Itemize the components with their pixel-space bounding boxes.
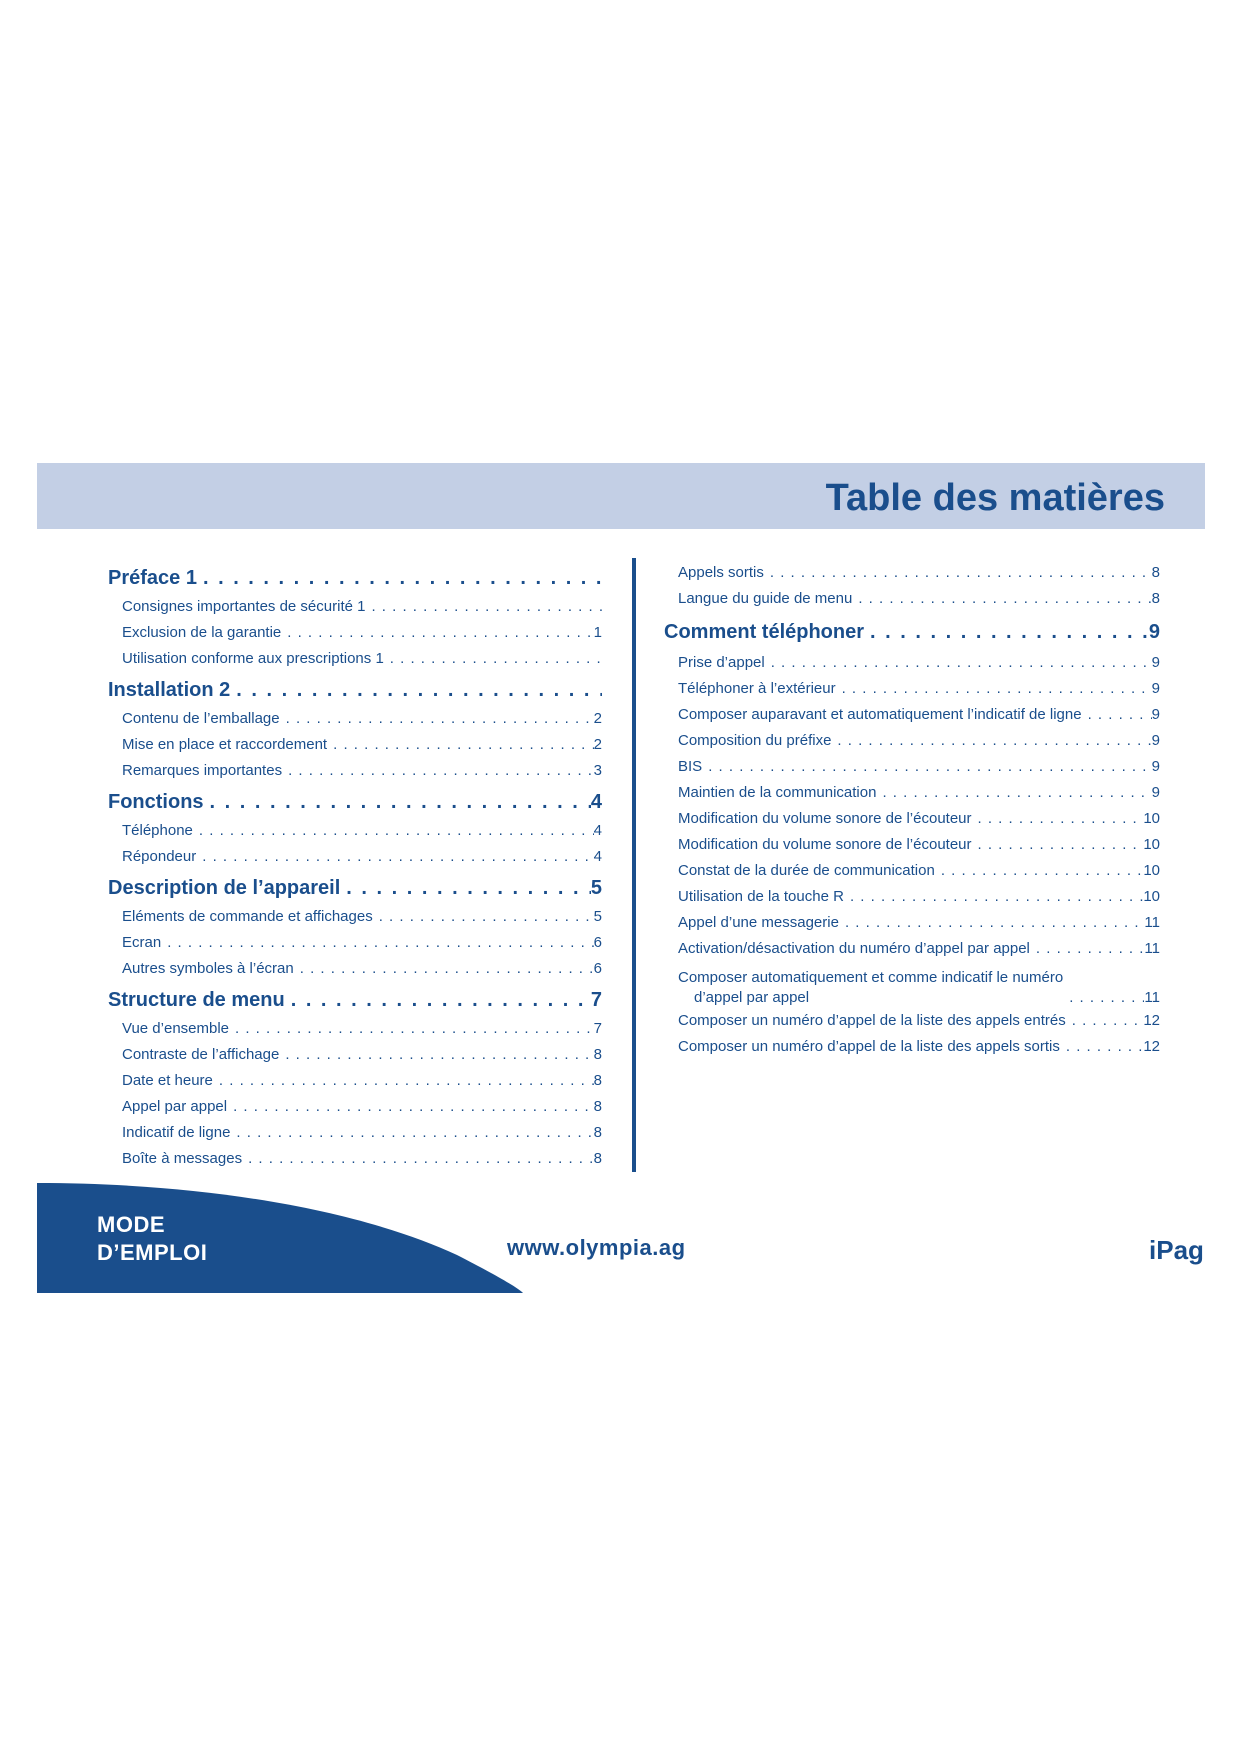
toc-page-number: 3	[593, 762, 602, 779]
toc-page-number: 2	[593, 710, 602, 727]
toc-entry-title: Téléphoner à l’extérieur	[678, 680, 836, 697]
mode-line-1: MODE	[97, 1212, 165, 1237]
toc-section-entry	[108, 872, 602, 904]
toc-entry-title-line2: d’appel par appel	[694, 989, 810, 1006]
toc-page-number: 11	[1144, 914, 1160, 931]
toc-page-number: 4	[590, 791, 602, 813]
toc-subentry	[108, 1120, 602, 1146]
toc-leader-dots	[844, 884, 1143, 910]
toc-entry-title: Langue du guide de menu	[678, 590, 853, 607]
toc-subentry	[664, 586, 1160, 612]
toc-leader-dots	[281, 620, 593, 646]
toc-subentry	[664, 780, 1160, 806]
toc-subentry	[108, 1146, 602, 1172]
toc-entry-title: Boîte à messages	[122, 1150, 243, 1167]
toc-subentry	[108, 956, 602, 982]
toc-leader-dots	[230, 1120, 593, 1146]
toc-leader-dots	[327, 732, 594, 758]
toc-subentry	[108, 620, 602, 646]
toc-page-number: 8	[593, 1072, 602, 1089]
header-band	[37, 463, 1205, 529]
toc-subentry	[664, 1034, 1160, 1060]
toc-subentry	[108, 706, 602, 732]
toc-entry-title: Exclusion de la garantie	[122, 624, 282, 641]
toc-leader-dots	[204, 786, 591, 818]
toc-subentry	[664, 936, 1160, 962]
mode-line-2: D’EMPLOI	[97, 1240, 208, 1265]
toc-page-number: 12	[1143, 1012, 1160, 1029]
toc-entry-title-line1: Composer automatiquement et comme indicatif le numéro	[678, 969, 1064, 986]
toc-leader-dots	[764, 560, 1152, 586]
toc-entry-title: Appels sortis	[678, 564, 764, 581]
toc-entry-title: Téléphone	[122, 822, 193, 839]
toc-entry-title	[678, 968, 1063, 1008]
toc-entry-title: Constat de la durée de communication	[678, 862, 935, 879]
toc-section-entry	[664, 616, 1160, 648]
toc-subentry	[664, 832, 1160, 858]
toc-entry-title: Composition du préfixe	[678, 732, 832, 749]
toc-leader-dots	[1063, 988, 1144, 1008]
toc-section-entry	[108, 786, 602, 818]
toc-subentry	[664, 650, 1160, 676]
toc-entry-title: Contenu de l’emballage	[122, 710, 280, 727]
toc-leader-dots	[294, 956, 594, 982]
toc-page-number: 11	[1144, 989, 1160, 1006]
toc-entry-title: Consignes importantes de sécurité 1	[122, 598, 366, 615]
website-url: www.olympia.ag	[507, 1235, 686, 1260]
toc-page-number: 7	[593, 1020, 602, 1037]
toc-entry-title: Maintien de la communication	[678, 784, 877, 801]
toc-page-number: 1	[593, 624, 602, 641]
toc-page-number: 8	[593, 1150, 602, 1167]
toc-page-number: 8	[593, 1098, 602, 1115]
toc-right-column	[664, 560, 1160, 1060]
toc-page-number: 8	[593, 1046, 602, 1063]
toc-leader-dots	[213, 1068, 594, 1094]
toc-leader-dots	[1066, 1008, 1144, 1034]
footer	[37, 1183, 1205, 1295]
toc-entry-title: Préface 1	[108, 567, 197, 589]
toc-subentry	[664, 728, 1160, 754]
toc-entry-title: Remarques importantes	[122, 762, 283, 779]
toc-page-number: 7	[590, 989, 602, 1011]
toc-subentry	[664, 560, 1160, 586]
toc-page-number: 9	[1151, 680, 1160, 697]
toc-entry-title: Composer un numéro d’appel de la liste des appels entrés	[678, 1012, 1066, 1029]
toc-subentry	[664, 676, 1160, 702]
toc-leader-dots	[196, 844, 593, 870]
toc-left-column	[108, 560, 602, 1172]
toc-page-number: 10	[1143, 888, 1160, 905]
toc-page-number: 9	[1148, 621, 1160, 643]
toc-page-number: 4	[593, 848, 602, 865]
toc-page-number: 2	[593, 736, 602, 753]
toc-leader-dots	[765, 650, 1152, 676]
toc-leader-dots	[193, 818, 594, 844]
toc-leader-dots	[227, 1094, 594, 1120]
toc-leader-dots	[1060, 1034, 1143, 1060]
column-divider	[632, 558, 636, 1172]
toc-page-number: 5	[590, 877, 602, 899]
toc-page-number: 10	[1143, 836, 1160, 853]
toc-entry-title: Appel d’une messagerie	[678, 914, 839, 931]
toc-page-number: 8	[1151, 564, 1160, 581]
toc-entry-title: Date et heure	[122, 1072, 213, 1089]
toc-subentry	[664, 884, 1160, 910]
toc-subentry	[664, 806, 1160, 832]
toc-subentry	[108, 732, 602, 758]
toc-page-number: 10	[1143, 862, 1160, 879]
toc-leader-dots	[1082, 702, 1152, 728]
toc-leader-dots	[935, 858, 1143, 884]
toc-entry-title: Ecran	[122, 934, 162, 951]
toc-leader-dots	[242, 1146, 594, 1172]
toc-page-number: 8	[1151, 590, 1160, 607]
toc-leader-dots	[972, 806, 1144, 832]
toc-entry-title: Vue d’ensemble	[122, 1020, 230, 1037]
toc-page-number: 6	[593, 960, 602, 977]
toc-entry-title: Eléments de commande et affichages	[122, 908, 373, 925]
page-title: Table des matières	[825, 477, 1165, 519]
toc-subentry	[664, 962, 1160, 1008]
toc-page-number: 10	[1143, 810, 1160, 827]
toc-leader-dots	[373, 904, 594, 930]
toc-entry-title: Autres symboles à l’écran	[122, 960, 294, 977]
product-brand: iPag	[1149, 1235, 1204, 1265]
toc-section-entry	[108, 674, 602, 706]
toc-entry-title: BIS	[678, 758, 703, 775]
toc-page-number: 11	[1144, 940, 1160, 957]
toc-subentry	[664, 702, 1160, 728]
toc-leader-dots	[197, 562, 602, 594]
toc-page-number: 9	[1151, 706, 1160, 723]
toc-page-number: 9	[1151, 732, 1160, 749]
toc-subentry	[664, 858, 1160, 884]
toc-leader-dots	[230, 674, 602, 706]
toc-page-number: 9	[1151, 784, 1160, 801]
toc-leader-dots	[972, 832, 1144, 858]
toc-leader-dots	[365, 594, 602, 620]
toc-page-number: 6	[593, 934, 602, 951]
toc-page-number: 9	[1151, 654, 1160, 671]
toc-entry-title: Utilisation conforme aux prescriptions 1	[122, 650, 384, 667]
toc-entry-title: Indicatif de ligne	[122, 1124, 231, 1141]
toc-subentry	[664, 1008, 1160, 1034]
toc-entry-title: Structure de menu	[108, 989, 285, 1011]
toc-entry-title: Composer auparavant et automatiquement l’indicatif de ligne	[678, 706, 1082, 723]
toc-subentry	[108, 844, 602, 870]
toc-leader-dots	[702, 754, 1151, 780]
toc-page-number: 5	[593, 908, 602, 925]
toc-leader-dots	[836, 676, 1152, 702]
toc-entry-title: Appel par appel	[122, 1098, 228, 1115]
toc-entry-title: Modification du volume sonore de l’écouteur	[678, 810, 972, 827]
mode-demploi-label	[97, 1211, 207, 1267]
toc-subentry	[664, 910, 1160, 936]
toc-leader-dots	[864, 616, 1149, 648]
toc-entry-title: Installation 2	[108, 679, 231, 701]
toc-subentry	[108, 1042, 602, 1068]
toc-leader-dots	[1030, 936, 1145, 962]
toc-subentry	[108, 818, 602, 844]
toc-subentry	[108, 904, 602, 930]
toc-leader-dots	[384, 646, 602, 672]
toc-entry-title: Modification du volume sonore de l’écouteur	[678, 836, 972, 853]
toc-entry-title: Utilisation de la touche R	[678, 888, 844, 905]
toc-page-number: 4	[593, 822, 602, 839]
toc-leader-dots	[340, 872, 591, 904]
toc-subentry	[664, 754, 1160, 780]
toc-subentry	[108, 1068, 602, 1094]
toc-leader-dots	[161, 930, 593, 956]
toc-leader-dots	[285, 984, 591, 1016]
toc-entry-title: Contraste de l’affichage	[122, 1046, 280, 1063]
toc-leader-dots	[839, 910, 1144, 936]
toc-leader-dots	[282, 758, 594, 784]
toc-entry-title: Mise en place et raccordement	[122, 736, 328, 753]
toc-entry-title: Répondeur	[122, 848, 197, 865]
toc-leader-dots	[831, 728, 1151, 754]
toc-leader-dots	[229, 1016, 594, 1042]
toc-entry-title: Fonctions	[108, 791, 204, 813]
toc-entry-title: Activation/désactivation du numéro d’appel par appel	[678, 940, 1030, 957]
toc-leader-dots	[279, 1042, 593, 1068]
toc-subentry	[108, 1016, 602, 1042]
toc-entry-title: Composer un numéro d’appel de la liste des appels sortis	[678, 1038, 1060, 1055]
toc-section-entry	[108, 562, 602, 594]
toc-subentry	[108, 1094, 602, 1120]
toc-page-number: 8	[593, 1124, 602, 1141]
toc-entry-title: Description de l’appareil	[108, 877, 341, 899]
toc-subentry	[108, 758, 602, 784]
toc-leader-dots	[280, 706, 594, 732]
toc-page-number: 12	[1143, 1038, 1160, 1055]
toc-section-entry	[108, 984, 602, 1016]
toc-entry-title: Prise d’appel	[678, 654, 765, 671]
toc-subentry	[108, 930, 602, 956]
toc-leader-dots	[852, 586, 1151, 612]
toc-subentry	[108, 594, 602, 620]
toc-subentry	[108, 646, 602, 672]
toc-entry-title: Comment téléphoner	[664, 621, 865, 643]
toc-leader-dots	[876, 780, 1151, 806]
toc-page-number: 9	[1151, 758, 1160, 775]
